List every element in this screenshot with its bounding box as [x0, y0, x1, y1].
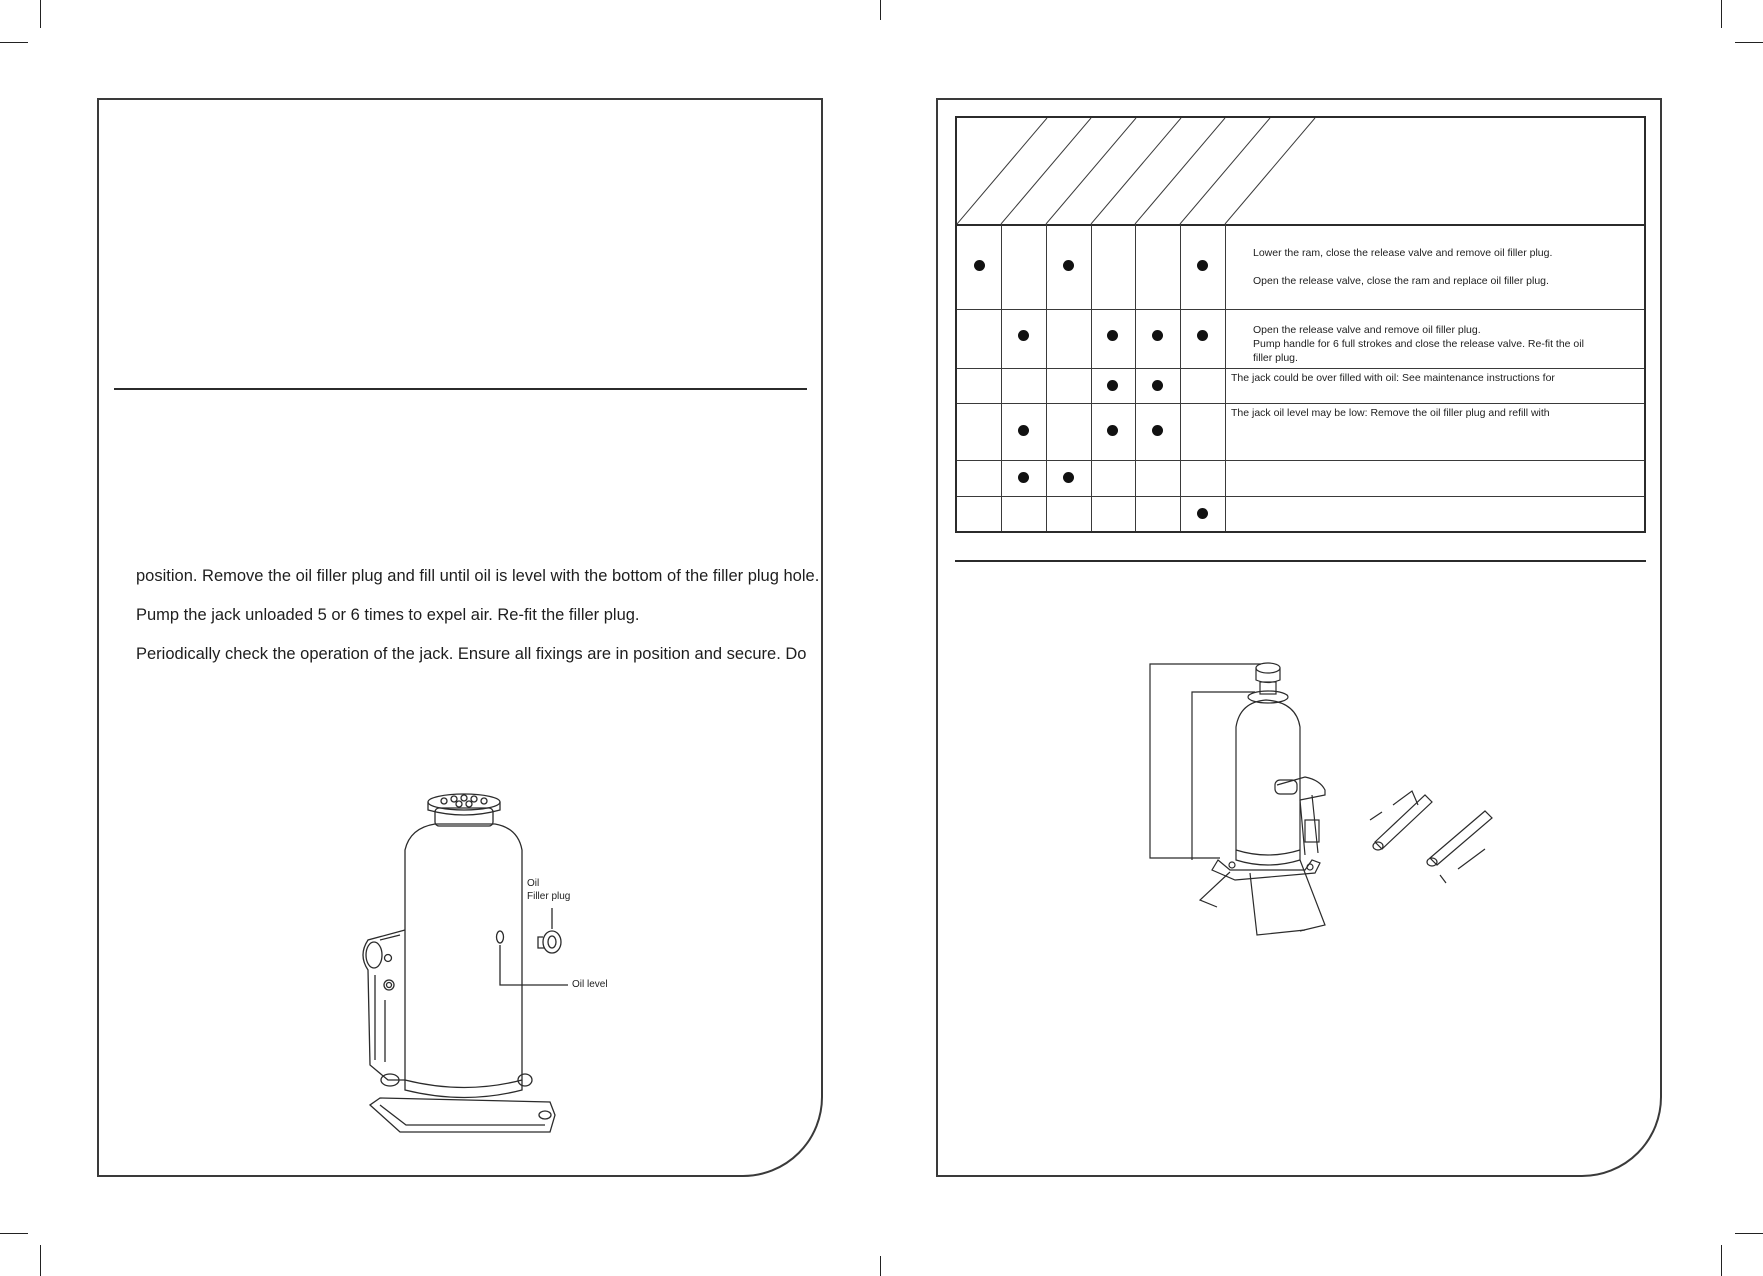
table-rule — [957, 224, 1644, 226]
table-header-hatching — [957, 118, 1644, 224]
remedy-text: Pump handle for 6 full strokes and close the release valve. Re-fit the oil — [1253, 338, 1584, 350]
symptom-dot — [1152, 330, 1163, 341]
crop-mark — [880, 1256, 881, 1276]
crop-mark — [1721, 0, 1722, 28]
crop-mark — [880, 0, 881, 20]
symptom-dot — [1152, 425, 1163, 436]
filler-plug-label: Filler plug — [527, 891, 571, 902]
symptom-dot — [1063, 260, 1074, 271]
symptom-dot — [974, 260, 985, 271]
table-rule — [957, 460, 1644, 461]
table-rule — [1135, 224, 1136, 531]
symptom-dot — [1152, 380, 1163, 391]
symptom-dot — [1018, 330, 1029, 341]
crop-mark — [0, 42, 28, 43]
oil-level-label: Oil level — [572, 979, 608, 990]
crop-mark — [40, 1245, 41, 1276]
crop-mark — [1735, 1233, 1763, 1234]
symptom-dot — [1197, 508, 1208, 519]
crop-mark — [1721, 1245, 1722, 1276]
symptom-dot — [1063, 472, 1074, 483]
remedy-text: Open the release valve and remove oil filler plug. — [1253, 324, 1481, 336]
section-divider — [114, 388, 807, 390]
remedy-text: Open the release valve, close the ram and replace oil filler plug. — [1253, 275, 1549, 287]
table-rule — [957, 368, 1644, 369]
table-rule — [957, 403, 1644, 404]
maintenance-paragraph: Pump the jack unloaded 5 or 6 times to expel air. Re-fit the filler plug. — [136, 606, 640, 624]
remedy-text: filler plug. — [1253, 352, 1298, 364]
troubleshooting-table — [955, 116, 1646, 533]
remedy-text: The jack could be over filled with oil: See maintenance instructions for — [1231, 372, 1555, 384]
symptom-dot — [1197, 330, 1208, 341]
table-rule — [957, 309, 1644, 310]
remedy-text: Lower the ram, close the release valve and remove oil filler plug. — [1253, 247, 1553, 259]
filler-plug-label: Oil — [527, 878, 540, 889]
table-rule — [1225, 224, 1226, 531]
symptom-dot — [1107, 330, 1118, 341]
crop-mark — [1735, 42, 1763, 43]
table-rule — [957, 496, 1644, 497]
symptom-dot — [1018, 425, 1029, 436]
symptom-dot — [1107, 425, 1118, 436]
jack-parts-illustration — [1140, 655, 1520, 955]
table-rule — [1046, 224, 1047, 531]
section-divider — [955, 560, 1646, 562]
maintenance-paragraph: Periodically check the operation of the jack. Ensure all fixings are in position and secure. Do — [136, 645, 807, 663]
table-rule — [1180, 224, 1181, 531]
crop-mark — [0, 1233, 28, 1234]
table-rule — [1001, 224, 1002, 531]
remedy-text: The jack oil level may be low: Remove the oil filler plug and refill with — [1231, 407, 1550, 419]
crop-mark — [40, 0, 41, 28]
symptom-dot — [1107, 380, 1118, 391]
symptom-dot — [1018, 472, 1029, 483]
table-rule — [1091, 224, 1092, 531]
symptom-dot — [1197, 260, 1208, 271]
maintenance-paragraph: position. Remove the oil filler plug and fill until oil is level with the bottom of the filler plug hole. — [136, 567, 820, 585]
bottle-jack-illustration — [340, 780, 670, 1140]
